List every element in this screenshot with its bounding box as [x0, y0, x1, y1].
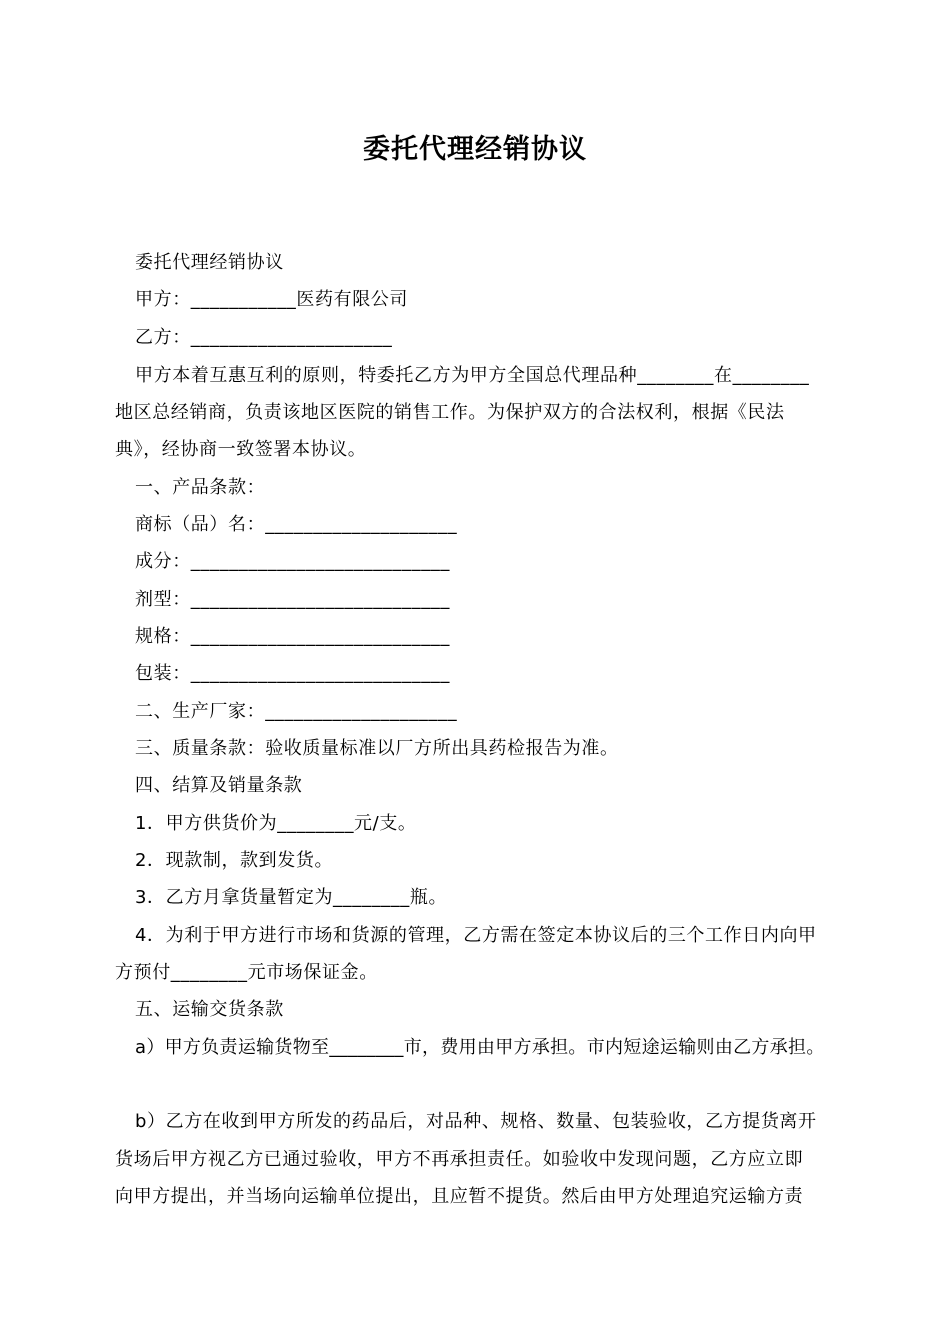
- clause-4-3: 3．乙方月拿货量暂定为________瓶。: [135, 887, 448, 908]
- party-a-line: 甲方：___________医药有限公司: [135, 289, 408, 310]
- clause-5-b-line-1: b）乙方在收到甲方所发的药品后，对品种、规格、数量、包装验收，乙方提货离开: [135, 1111, 817, 1132]
- dosage-form-line: 剂型：___________________________: [135, 589, 450, 610]
- brand-name-line: 商标（品）名：____________________: [135, 514, 458, 535]
- clause-4-2: 2．现款制，款到发货。: [135, 850, 334, 871]
- section-3-heading: 三、质量条款：验收质量标准以厂方所出具药检报告为准。: [135, 738, 619, 759]
- subtitle-line: 委托代理经销协议: [135, 252, 284, 273]
- section-5-heading: 五、运输交货条款: [135, 999, 284, 1020]
- preamble-line-2: 地区总经销商，负责该地区医院的销售工作。为保护双方的合法权利，根据《民法: [115, 402, 785, 423]
- section-4-heading: 四、结算及销量条款: [135, 775, 303, 796]
- clause-4-4-line-1: 4．为利于甲方进行市场和货源的管理，乙方需在签定本协议后的三个工作日内向甲: [135, 925, 817, 946]
- clause-4-1: 1．甲方供货价为________元/支。: [135, 813, 417, 834]
- preamble-line-3: 典》，经协商一致签署本协议。: [115, 439, 367, 460]
- clause-5-b-line-2: 货场后甲方视乙方已通过验收，甲方不再承担责任。如验收中发现问题，乙方应立即: [115, 1149, 804, 1170]
- document-title: 委托代理经销协议: [363, 134, 587, 165]
- clause-4-4-line-2: 方预付________元市场保证金。: [115, 962, 378, 983]
- party-b-line: 乙方：_____________________: [135, 327, 393, 348]
- specification-line: 规格：___________________________: [135, 626, 450, 647]
- section-2-heading: 二、生产厂家：____________________: [135, 701, 458, 722]
- section-1-heading: 一、产品条款：: [135, 477, 266, 498]
- preamble-line-1: 甲方本着互惠互利的原则，特委托乙方为甲方全国总代理品种________在________: [135, 365, 810, 386]
- clause-5-b-line-3: 向甲方提出，并当场向运输单位提出，且应暂不提货。然后由甲方处理追究运输方责: [115, 1186, 804, 1207]
- ingredient-line: 成分：___________________________: [135, 551, 450, 572]
- packaging-line: 包装：___________________________: [135, 663, 450, 684]
- clause-5-a: a）甲方负责运输货物至________市，费用由甲方承担。市内短途运输则由乙方承担。: [135, 1037, 825, 1058]
